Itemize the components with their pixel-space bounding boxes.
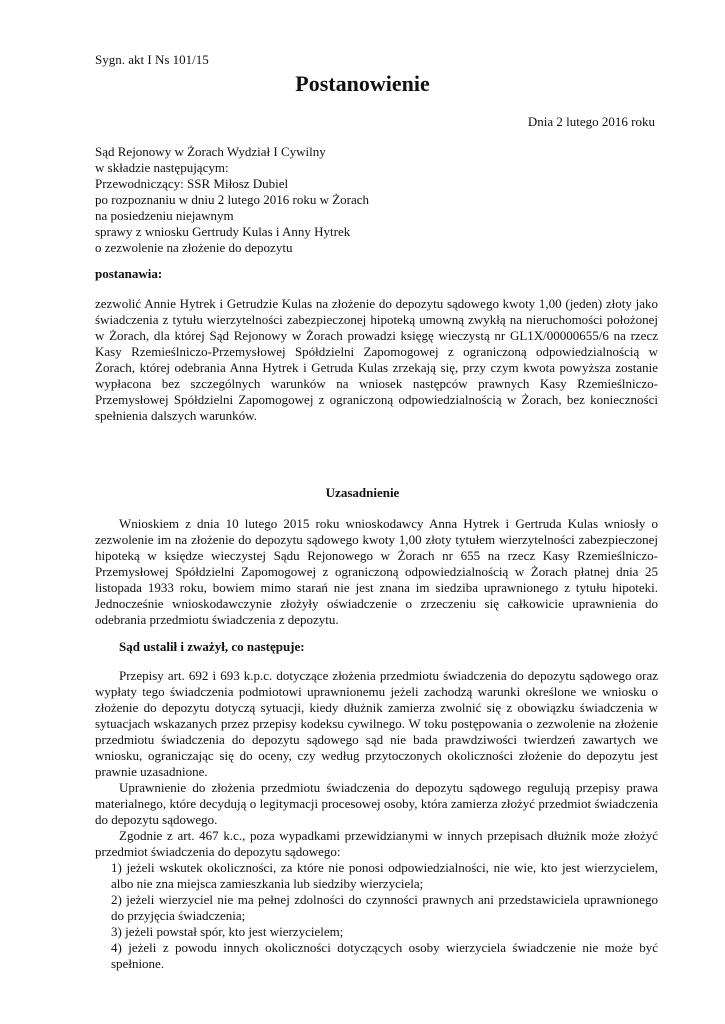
justification-section: [95, 516, 658, 628]
resolution-text: zezwolić Annie Hytrek i Getrudzie Kulas na złożenie do depozytu sądowego kwoty 1,00 (jeden) złoty jako świadczenia z tytułu wierzytelności zabezpieczonej hipoteką umowną zwykłą na nieruchomości położonej w Żorach, dla której Sąd Rejonowy w Żorach prowadzi księgę wieczystą nr GL1X/00000655/6 na rzecz Kasy Rzemieślniczo-Przemysłowej Spółdzielni Zapomogowej z ograniczoną odpowiedzialnością w Żorach, której odebrania Anna Hytrek i Getruda Kulas zrzekają się, przy czym kwota powyższa zostanie wypłacona bez szczególnych warunków na wniosek następców prawnych Kasy Rzemieślniczo-Przemysłowej Spółdzielni Zapomogowej z ograniczoną odpowiedzialnością w Żorach, bez konieczności spełnienia dalszych warunków.: [95, 296, 658, 423]
findings-paragraph: Przepisy art. 692 i 693 k.p.c. dotyczące złożenia przedmiotu świadczenia do depozytu sądowego oraz wypłaty tego świadczenia podmiotowi uprawnionemu jeżeli zachodzą warunki określone we wniosku o złożenie do depozytu dotyczą sytuacji, kiedy dłużnik zamierza zwolnić się z obowiązku świadczenia w sytuacjach wskazanych przez przepisy kodeksu cywilnego. W toku postępowania o zezwolenie na złożenie przedmiotu świadczenia do depozytu sądowego sąd nie bada prawdziwości twierdzeń zawartych we wniosku, ograniczając się do oceny, czy według przytoczonych okoliczności złożenie do depozytu jest prawnie uzasadnione.: [95, 668, 658, 779]
court-line: o zezwolenie na złożenie do depozytu: [95, 240, 293, 255]
list-item: 4) jeżeli z powodu innych okoliczności dotyczących osoby wierzyciela świadczenie nie może być spełnione.: [111, 940, 658, 971]
list-item: 2) jeżeli wierzyciel nie ma pełnej zdolności do czynności prawnych ani przedstawiciela uprawnionego do przyjęcia świadczenia;: [111, 892, 658, 923]
findings-paragraph: Uprawnienie do złożenia przedmiotu świadczenia do depozytu sądowego regulują przepisy prawa materialnego, które decydują o legitymacji procesowej osoby, która zamierza złożyć przedmiot świadczenia do depozytu sądowego.: [95, 780, 658, 827]
court-line: sprawy z wniosku Gertrudy Kulas i Anny Hytrek: [95, 224, 351, 239]
list-item: 1) jeżeli wskutek okoliczności, za które nie ponosi odpowiedzialności, nie wie, kto jest wierzycielem, albo nie zna miejsca zamieszkania lub siedziby wierzyciela;: [111, 860, 658, 891]
postanawia-label: postanawia:: [95, 266, 163, 281]
court-line: Sąd Rejonowy w Żorach Wydział I Cywilny: [95, 144, 326, 159]
list-item: 3) jeżeli powstał spór, kto jest wierzycielem;: [111, 924, 344, 939]
resolution-section: [95, 296, 658, 424]
findings-paragraph: Zgodnie z art. 467 k.c., poza wypadkami przewidzianymi w innych przepisach dłużnik może złożyć przedmiot świadczenia do depozytu sądowego:: [95, 828, 658, 859]
court-line: w składzie następującym:: [95, 160, 229, 175]
document-title: Postanowienie: [295, 71, 430, 96]
court-line: Przewodniczący: SSR Miłosz Dubiel: [95, 176, 289, 191]
case-signature: Sygn. akt I Ns 101/15: [95, 52, 209, 67]
justification-title: Uzasadnienie: [325, 485, 400, 500]
court-line: po rozpoznaniu w dniu 2 lutego 2016 roku w Żorach: [95, 192, 370, 207]
court-findings-heading: Sąd ustalił i zważył, co następuje:: [119, 639, 305, 654]
document-date: Dnia 2 lutego 2016 roku: [527, 114, 655, 129]
court-line: na posiedzeniu niejawnym: [95, 208, 234, 223]
findings-section: [95, 668, 658, 972]
justification-paragraph: Wnioskiem z dnia 10 lutego 2015 roku wnioskodawcy Anna Hytrek i Gertruda Kulas wniosły o zezwolenie im na złożenie do depozytu sądowego kwoty 1,00 złoty tytułem wierzytelności zabezpieczonej hipoteką w księdze wieczystej Sądu Rejonowego w Żorach nr 655 na rzecz Kasy Rzemieślniczo-Przemysłowej Spółdzielni Zapomogowej z ograniczoną odpowiedzialnością w Żorach płatnej dnia 25 listopada 1933 roku, bowiem mimo starań nie jest znana im siedziba uprawnionego z tytułu hipoteki. Jednocześnie wnioskodawczynie złożyły oświadczenie o zrzeczeniu się całkowicie uprawnienia do odebrania przedmiotu świadczenia z depozytu.: [95, 516, 658, 627]
court-block: [95, 144, 369, 256]
